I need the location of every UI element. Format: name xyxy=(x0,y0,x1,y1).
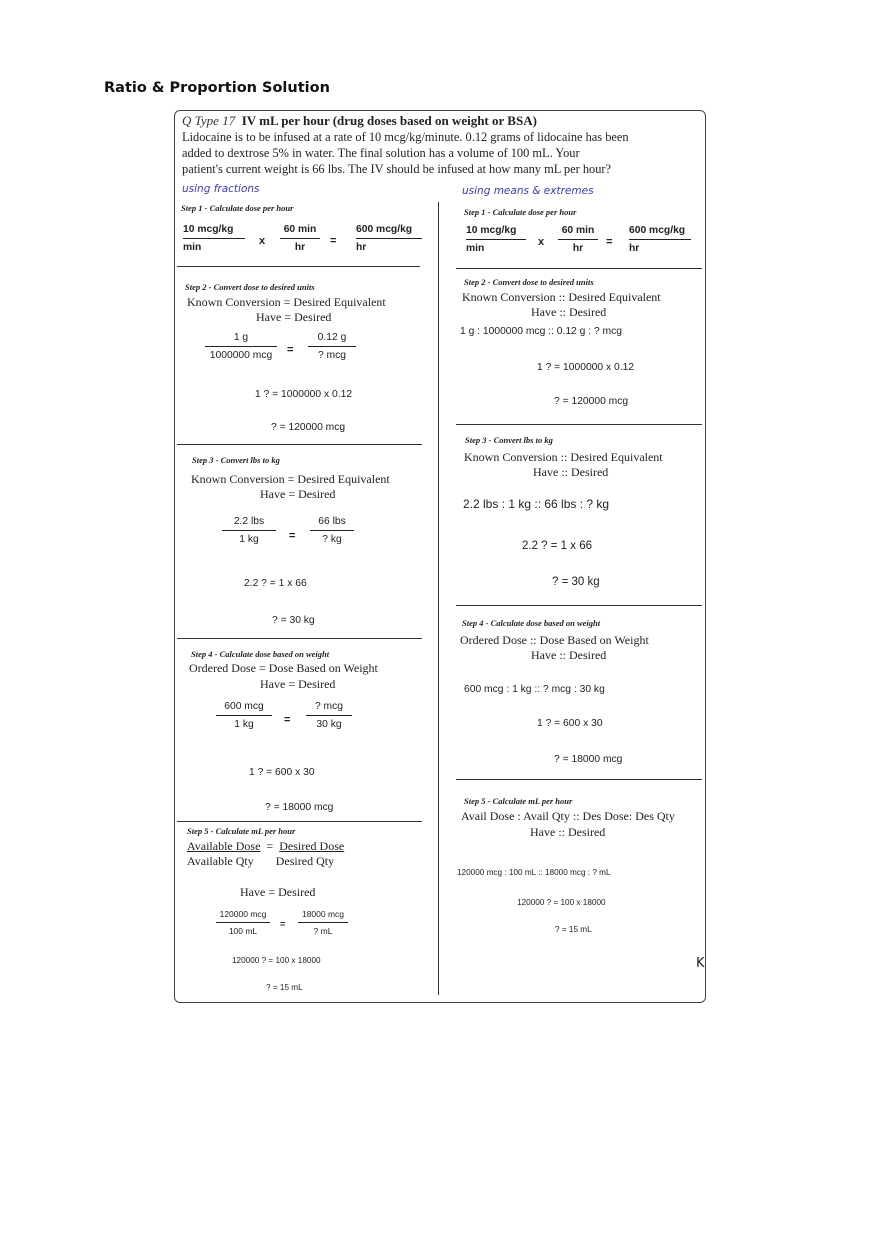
left-step3-line1: Known Conversion = Desired Equivalent xyxy=(191,472,390,486)
left-step2-calc2: ? = 120000 mcg xyxy=(271,422,346,433)
left-step3-fraction-1: 2.2 lbs 1 kg xyxy=(222,516,276,545)
left-step5-line3: Have = Desired xyxy=(240,885,316,899)
right-step4-ratio: 600 mcg : 1 kg :: ? mcg : 30 kg xyxy=(464,684,605,695)
right-step5-ratio: 120000 mcg : 100 mL :: 18000 mcg : ? mL xyxy=(457,868,611,877)
right-step5-line2: Have :: Desired xyxy=(530,825,606,839)
left-step1-op-equals: = xyxy=(330,235,337,247)
question-line-1: Lidocaine is to be infused at a rate of 10 mcg/kg/minute. 0.12 grams of lidocaine has been xyxy=(182,130,629,144)
left-step5-line1: Available Dose = Desired Dose xyxy=(187,839,345,853)
left-step5-op-equals: = xyxy=(280,919,286,929)
left-step2-calc1: 1 ? = 1000000 x 0.12 xyxy=(255,389,353,400)
right-step4-calc2: ? = 18000 mcg xyxy=(554,754,623,765)
right-step1-fraction-1: 10 mcg/kg min xyxy=(466,225,526,254)
left-step2-line1: Known Conversion = Desired Equivalent xyxy=(187,295,386,309)
left-step1-fraction-2: 60 min hr xyxy=(280,224,320,253)
column-divider xyxy=(438,202,439,995)
right-step4-line2: Have :: Desired xyxy=(531,648,607,662)
left-method-label: using fractions xyxy=(182,183,260,195)
left-step5-calc2: ? = 15 mL xyxy=(266,983,303,992)
question-line-2: added to dextrose 5% in water. The final solution has a volume of 100 mL. Your xyxy=(182,146,580,160)
left-step4-fraction-1: 600 mcg 1 kg xyxy=(216,701,272,730)
right-step4-rule xyxy=(456,779,702,780)
left-step1-title: Step 1 - Calculate dose per hour xyxy=(181,203,294,213)
right-step2-calc1: 1 ? = 1000000 x 0.12 xyxy=(537,362,635,373)
right-step3-calc1: 2.2 ? = 1 x 66 xyxy=(522,540,593,552)
right-step3-line1: Known Conversion :: Desired Equivalent xyxy=(464,450,663,464)
right-step1-fraction-2: 60 min hr xyxy=(558,225,598,254)
left-step5-fraction-2: 18000 mcg ? mL xyxy=(298,909,348,936)
left-step5-title: Step 5 - Calculate mL per hour xyxy=(187,826,296,836)
right-step2-line1: Known Conversion :: Desired Equivalent xyxy=(462,290,661,304)
right-step2-calc2: ? = 120000 mcg xyxy=(554,396,629,407)
right-step2-title: Step 2 - Convert dose to desired units xyxy=(464,277,594,287)
left-step2-fraction-1: 1 g 1000000 mcg xyxy=(205,332,277,361)
right-step3-calc2: ? = 30 kg xyxy=(552,576,600,588)
left-step3-title: Step 3 - Convert lbs to kg xyxy=(192,455,280,465)
right-step5-title: Step 5 - Calculate mL per hour xyxy=(464,796,573,806)
left-step3-rule xyxy=(177,638,422,639)
right-step3-line2: Have :: Desired xyxy=(533,465,609,479)
left-step5-line2: Available Qty Desired Qty xyxy=(187,854,335,868)
right-method-label: using means & extremes xyxy=(462,185,594,197)
left-step4-rule xyxy=(177,821,422,822)
left-step1-op-times: x xyxy=(259,235,266,247)
right-step4-line1: Ordered Dose :: Dose Based on Weight xyxy=(460,633,649,647)
right-step5-calc1: 120000 ? = 100 x 18000 xyxy=(517,898,606,907)
right-step5-calc2: ? = 15 mL xyxy=(555,925,592,934)
right-step2-ratio: 1 g : 1000000 mcg :: 0.12 g : ? mcg xyxy=(460,326,622,337)
left-step4-line2: Have = Desired xyxy=(260,677,336,691)
right-step3-ratio: 2.2 lbs : 1 kg :: 66 lbs : ? kg xyxy=(463,497,610,511)
stray-letter: K xyxy=(696,956,705,971)
left-step2-op-equals: = xyxy=(287,344,294,356)
worksheet-card xyxy=(174,110,706,1003)
left-step4-calc2: ? = 18000 mcg xyxy=(265,802,334,813)
right-step3-title: Step 3 - Convert lbs to kg xyxy=(465,435,553,445)
left-step4-title: Step 4 - Calculate dose based on weight xyxy=(191,649,330,659)
left-step2-fraction-2: 0.12 g ? mcg xyxy=(308,332,356,361)
left-step5-calc1: 120000 ? = 100 x 18000 xyxy=(232,956,321,965)
right-step4-title: Step 4 - Calculate dose based on weight xyxy=(462,618,601,628)
right-step3-rule xyxy=(456,605,702,606)
left-step3-fraction-2: 66 lbs ? kg xyxy=(310,516,354,545)
right-step1-op-equals: = xyxy=(606,236,613,248)
left-step1-rule xyxy=(177,266,420,267)
left-step2-line2: Have = Desired xyxy=(256,310,332,324)
left-step2-title: Step 2 - Convert dose to desired units xyxy=(185,282,315,292)
right-step1-op-times: x xyxy=(538,236,545,248)
right-step1-title: Step 1 - Calculate dose per hour xyxy=(464,207,577,217)
left-step3-op-equals: = xyxy=(289,530,296,542)
question-heading: IV mL per hour (drug doses based on weight or BSA) xyxy=(241,113,537,128)
left-step4-calc1: 1 ? = 600 x 30 xyxy=(249,767,315,778)
left-step1-fraction-3: 600 mcg/kg hr xyxy=(356,224,422,253)
right-step2-line2: Have :: Desired xyxy=(531,305,607,319)
left-step1-fraction-1: 10 mcg/kg min xyxy=(183,224,245,253)
left-step4-fraction-2: ? mcg 30 kg xyxy=(306,701,352,730)
left-step4-line1: Ordered Dose = Dose Based on Weight xyxy=(189,661,378,675)
right-step4-calc1: 1 ? = 600 x 30 xyxy=(537,718,603,729)
left-step3-calc1: 2.2 ? = 1 x 66 xyxy=(244,578,307,589)
right-step1-rule xyxy=(456,268,702,269)
left-step4-op-equals: = xyxy=(284,714,291,726)
question-type-label: Q Type 17 xyxy=(182,113,236,128)
right-step5-line1: Avail Dose : Avail Qty :: Des Dose: Des Qty xyxy=(461,809,675,823)
left-step2-rule xyxy=(177,444,422,445)
right-step2-rule xyxy=(456,424,702,425)
right-step1-fraction-3: 600 mcg/kg hr xyxy=(629,225,691,254)
question-line-3: patient's current weight is 66 lbs. The IV should be infused at how many mL per hour? xyxy=(182,162,612,176)
left-step5-fraction-1: 120000 mcg 100 mL xyxy=(216,909,270,936)
left-step3-calc2: ? = 30 kg xyxy=(272,615,315,626)
left-step3-line2: Have = Desired xyxy=(260,487,336,501)
question-title xyxy=(182,113,537,129)
page-title: Ratio & Proportion Solution xyxy=(104,80,330,96)
